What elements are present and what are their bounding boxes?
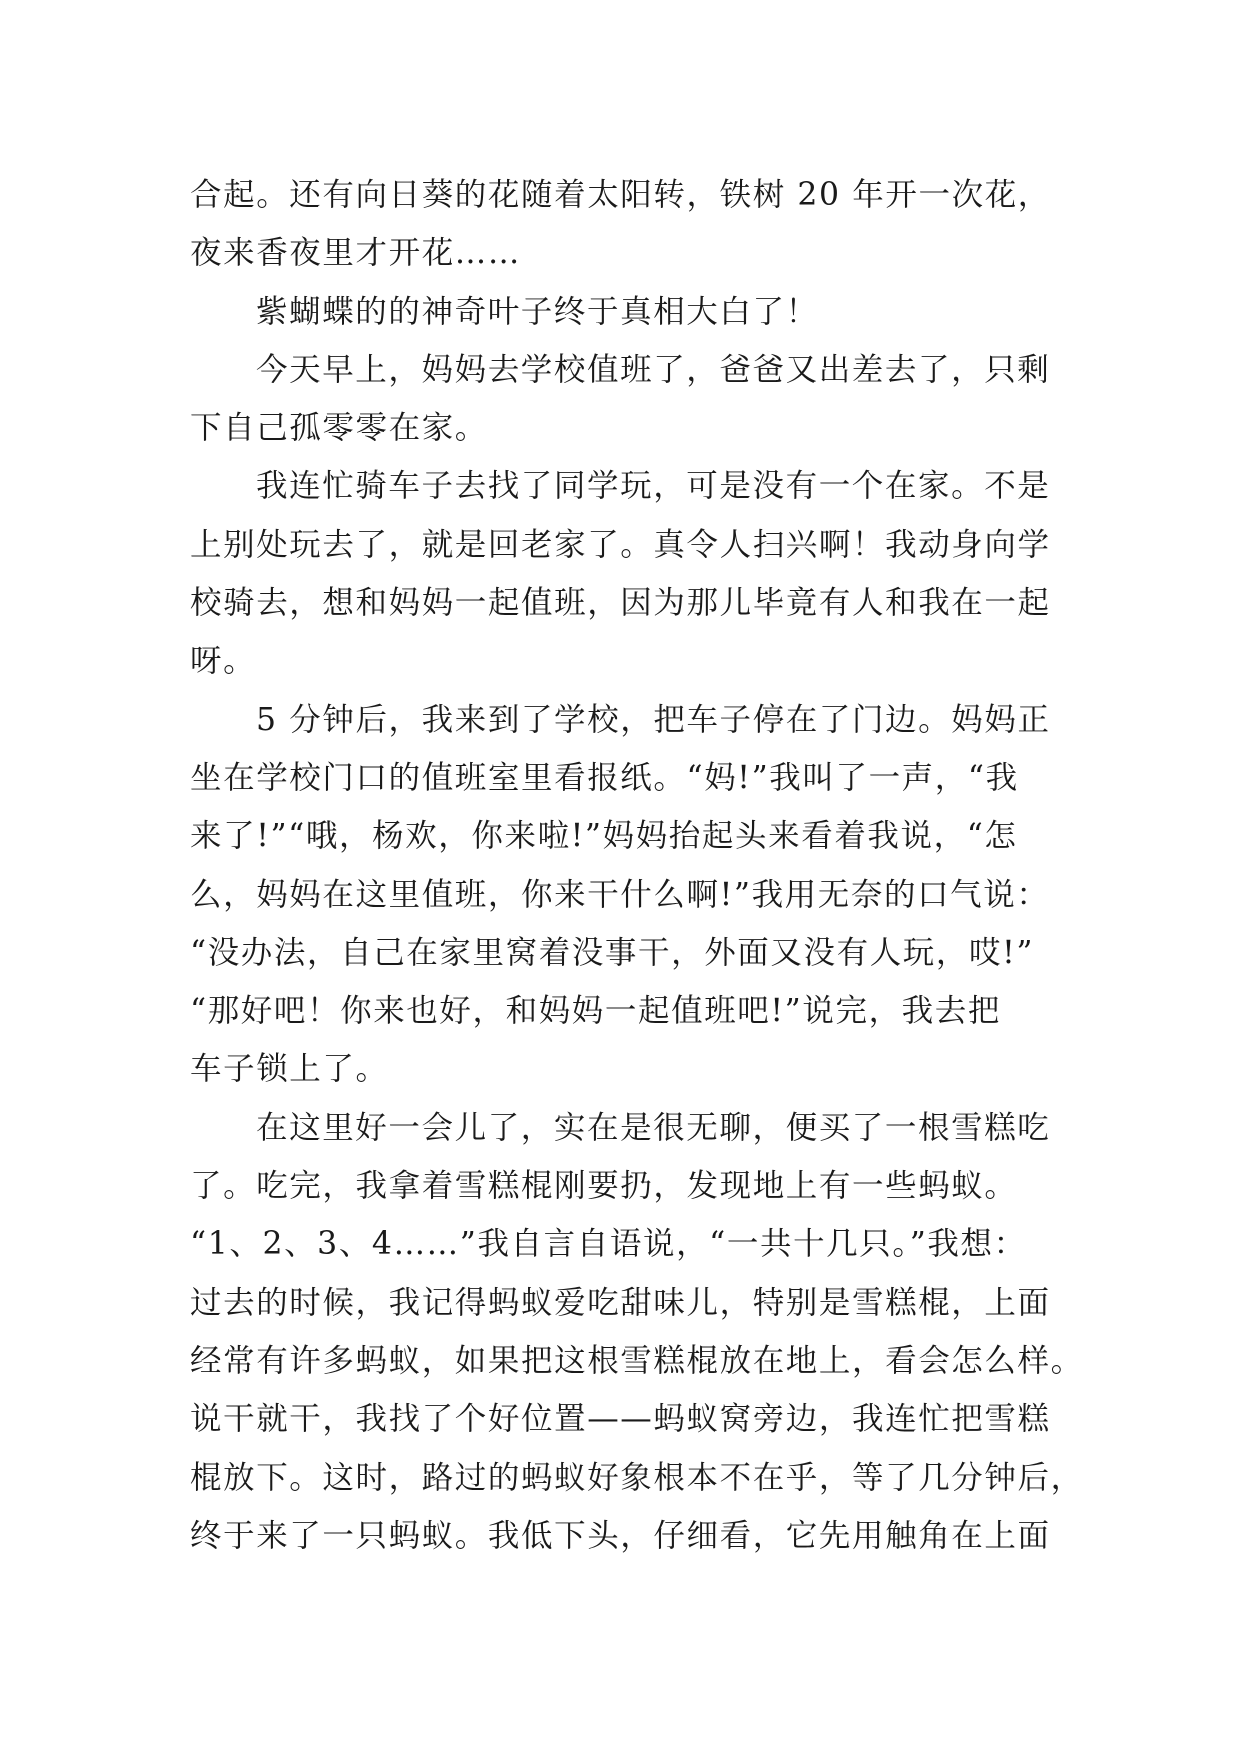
text-line: 紫蝴蝶的的神奇叶子终于真相大白了！ xyxy=(256,293,819,330)
text-line: 夜来香夜里才开花…… xyxy=(190,235,522,272)
text-line: 呀。 xyxy=(190,643,257,680)
text-line: 车子锁上了。 xyxy=(190,1051,389,1088)
text-line: “1、2、3、4……”我自言自语说，“一共十几只。”我想： xyxy=(190,1226,1027,1263)
text-line: 上别处玩去了，就是回老家了。真令人扫兴啊！我动身向学 xyxy=(190,526,1051,563)
text-line: 过去的时候，我记得蚂蚁爱吃甜味儿，特别是雪糕棍，上面 xyxy=(190,1284,1051,1321)
text-line: 棍放下。这时，路过的蚂蚁好象根本不在乎，等了几分钟后， xyxy=(190,1459,1084,1496)
text-line: 校骑去，想和妈妈一起值班，因为那儿毕竟有人和我在一起 xyxy=(190,585,1051,622)
text-line: 了。吃完，我拿着雪糕棍刚要扔，发现地上有一些蚂蚁。 xyxy=(190,1168,1018,1205)
text-line: 合起。还有向日葵的花随着太阳转，铁树 20 年开一次花， xyxy=(190,177,1051,213)
text-line: 经常有许多蚂蚁，如果把这根雪糕棍放在地上，看会怎么样。 xyxy=(190,1342,1084,1379)
text-line: 坐在学校门口的值班室里看报纸。“妈!”我叫了一声，“我 xyxy=(190,759,1019,796)
text-line: “那好吧！你来也好，和妈妈一起值班吧!”说完，我去把 xyxy=(190,993,1001,1030)
text-line: 么，妈妈在这里值班，你来干什么啊!”我用无奈的口气说： xyxy=(190,876,1050,913)
text-line: 我连忙骑车子去找了同学玩，可是没有一个在家。不是 xyxy=(256,468,1051,505)
text-line: 下自己孤零零在家。 xyxy=(190,410,488,447)
text-line: 5 分钟后，我来到了学校，把车子停在了门边。妈妈正 xyxy=(256,701,1051,738)
text-line: 今天早上，妈妈去学校值班了，爸爸又出差去了，只剩 xyxy=(256,351,1051,388)
text-line: 在这里好一会儿了，实在是很无聊，便买了一根雪糕吃 xyxy=(256,1109,1051,1146)
text-line: 说干就干，我找了个好位置——蚂蚁窝旁边，我连忙把雪糕 xyxy=(190,1401,1051,1438)
body-text xyxy=(190,166,1090,1565)
text-line: 来了!”“哦，杨欢，你来啦!”妈妈抬起头来看着我说，“怎 xyxy=(190,818,1018,855)
text-line: “没办法，自己在家里窝着没事干，外面又没有人玩，哎!” xyxy=(190,934,1035,971)
text-line: 终于来了一只蚂蚁。我低下头，仔细看，它先用触角在上面 xyxy=(190,1517,1051,1554)
